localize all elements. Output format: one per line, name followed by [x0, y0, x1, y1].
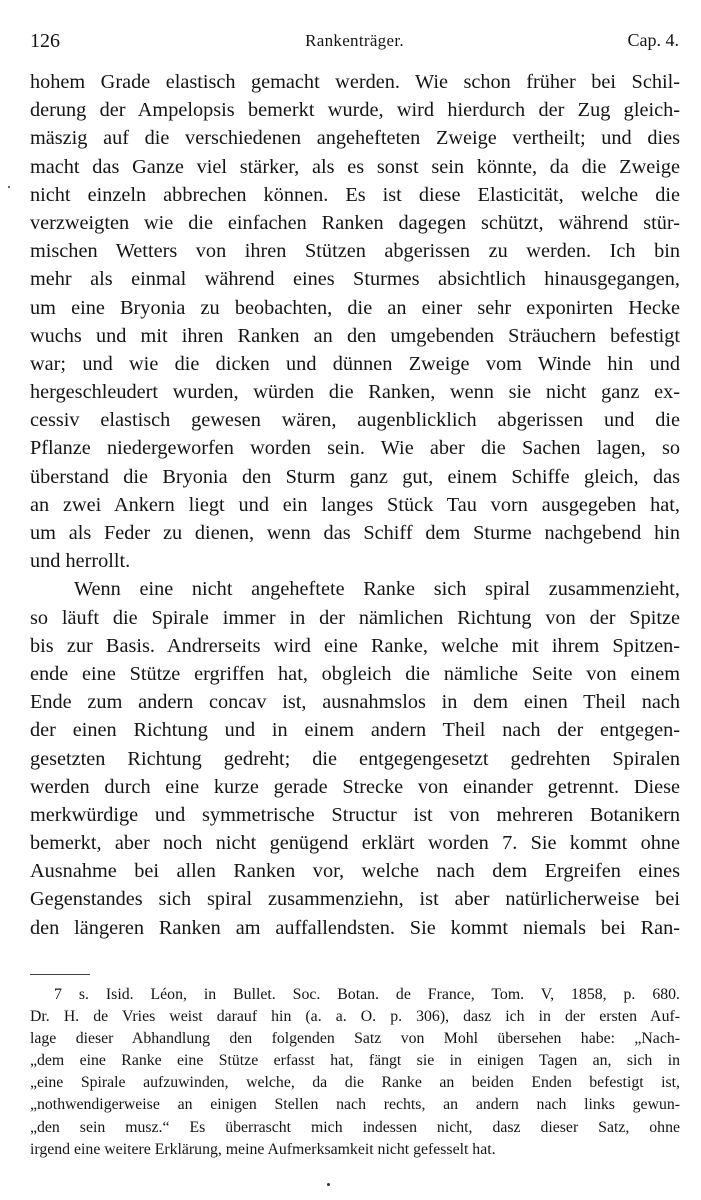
- text-line: um als Feder zu dienen, wenn das Schiff dem Sturme nachgebend hin: [30, 522, 680, 544]
- text-line: Ende zum andern concav ist, ausnahmslos in dem einen Theil nach: [30, 691, 680, 714]
- text-line: Gegenstandes sich spiral zusammenziehn, ist aber natürlicherweise bei: [30, 888, 680, 911]
- paragraph-end-line: und herrollt.: [30, 550, 131, 573]
- text-line: verzweigten wie die einfachen Ranken dagegen schützt, während stür-: [30, 211, 680, 234]
- text-line: gesetzten Richtung gedreht; die entgegengesetzt gedrehten Spiralen: [30, 747, 680, 770]
- text-line: Pflanze niedergeworfen worden sein. Wie aber die Sachen lagen, so: [30, 437, 680, 460]
- text-line: um eine Bryonia zu beobachten, die an einer sehr exponirten Hecke: [30, 296, 680, 319]
- footnote-line: „den sein musz.“ Es überrascht mich indessen nicht, dasz dieser Satz, ohne: [30, 1118, 680, 1136]
- text-line: derung der Ampelopsis bemerkt wurde, wird hierdurch der Zug gleich-: [30, 99, 680, 122]
- paragraph-start-line: Wenn eine nicht angeheftete Ranke sich spiral zusammenzieht,: [74, 578, 680, 601]
- chapter-label: Cap. 4.: [627, 30, 679, 50]
- text-line: mäszig auf die verschiedenen angehefteten Zweige vertheilt; und dies: [30, 127, 680, 150]
- text-line: macht das Ganze viel stärker, als es sonst sein könnte, da die Zweige: [30, 155, 680, 178]
- footnote-separator: [30, 974, 90, 975]
- text-line: hohem Grade elastisch gemacht werden. Wie schon früher bei Schil-: [30, 71, 680, 93]
- text-line: überstand die Bryonia den Sturm ganz gut, einem Schiffe gleich, das: [30, 465, 680, 488]
- footnote-line: „nothwendigerweise an einigen Stellen nach rechts, an andern nach links gewun-: [30, 1096, 680, 1114]
- footnote-line: lage dieser Abhandlung den folgenden Satz von Mohl übersehen habe: „Nach-: [30, 1030, 680, 1048]
- text-line: nicht einzeln abbrechen können. Es ist diese Elasticität, welche die: [30, 183, 680, 206]
- footnote-line: irgend eine weitere Erklärung, meine Aufmerksamkeit nicht gefesselt hat.: [30, 1140, 496, 1158]
- text-line: mischen Wetters von ihren Stützen abgerissen zu werden. Ich bin: [30, 240, 680, 263]
- print-speck: [327, 1183, 330, 1186]
- footnote-line: „eine Spirale aufzuwinden, welche, da die Ranke an beiden Enden befestigt ist,: [30, 1074, 680, 1092]
- text-line: der einen Richtung und in einem andern Theil nach der entgegen-: [30, 719, 680, 742]
- text-line: bis zur Basis. Andrerseits wird eine Ranke, welche mit ihrem Spitzen-: [30, 634, 680, 657]
- text-line: bemerkt, aber noch nicht genügend erklärt worden 7. Sie kommt ohne: [30, 832, 680, 855]
- text-line: so läuft die Spirale immer in der nämlichen Richtung von der Spitze: [30, 606, 680, 629]
- text-line: wuchs und mit ihren Ranken an den umgebenden Sträuchern befestigt: [30, 324, 680, 347]
- body-text: [30, 68, 680, 942]
- text-line: an zwei Ankern liegt und ein langes Stück Tau vorn ausgegeben hat,: [30, 493, 680, 516]
- footnote-line: „dem eine Ranke eine Stütze erfasst hat, fängt sie in einigen Tagen an, sich in: [30, 1052, 680, 1070]
- footnotes: [30, 984, 680, 1161]
- text-line: mehr als einmal während eines Sturmes absichtlich hinausgegangen,: [30, 268, 680, 291]
- text-line: Ausnahme bei allen Ranken vor, welche nach dem Ergreifen eines: [30, 860, 680, 883]
- footnote-line: Dr. H. de Vries weist darauf hin (a. a. O. p. 306), dasz ich in der ersten Auf-: [30, 1008, 680, 1026]
- text-line: cessiv elastisch gewesen wären, augenblicklich abgerissen und die: [30, 409, 680, 432]
- text-line: werden durch eine kurze gerade Strecke von einander getrennt. Diese: [30, 775, 680, 798]
- text-line: hergeschleudert wurden, würden die Ranken, wenn sie nicht ganz ex-: [30, 381, 680, 404]
- text-line: den längeren Ranken am auffallendsten. Sie kommt niemals bei Ran-: [30, 916, 680, 939]
- text-line: merkwürdige und symmetrische Structur ist von mehreren Botanikern: [30, 803, 680, 826]
- page-number: 126: [30, 30, 60, 52]
- footnote-line: 7 s. Isid. Léon, in Bullet. Soc. Botan. de France, Tom. V, 1858, p. 680.: [54, 986, 680, 1003]
- text-line: ende eine Stütze ergriffen hat, obgleich die nämliche Seite von einem: [30, 662, 680, 685]
- print-speck: [8, 186, 10, 188]
- running-title: Rankenträger.: [305, 31, 404, 50]
- text-line: war; und wie die dicken und dünnen Zweige vom Winde hin und: [30, 352, 680, 375]
- page-header: [30, 30, 679, 56]
